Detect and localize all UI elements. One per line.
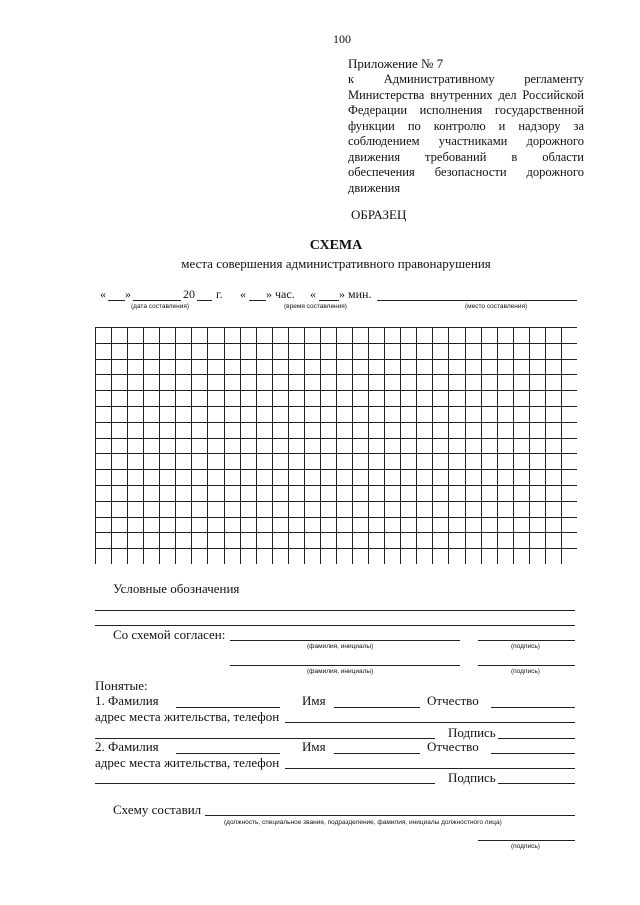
witness2-signature-label: Подпись: [448, 770, 496, 785]
agreement-name-field[interactable]: [230, 640, 460, 641]
appendix-line: Федерации исполнения государственной: [348, 103, 584, 117]
year-field[interactable]: [197, 300, 212, 301]
witness1-patronymic-label: Отчество: [427, 693, 479, 708]
hour-open-quote: «: [240, 287, 246, 301]
witness1-signature-field[interactable]: [498, 738, 575, 739]
witness2-address-field-2[interactable]: [95, 783, 435, 784]
caption-name: (фамилия, инициалы): [307, 643, 374, 650]
month-field[interactable]: [133, 300, 181, 301]
date-close-quote: »: [125, 287, 131, 301]
witness1-surname-label: 1. Фамилия: [95, 693, 159, 708]
place-field[interactable]: [377, 300, 577, 301]
minute-field[interactable]: [319, 300, 339, 301]
witness1-surname-field[interactable]: [176, 707, 280, 708]
legend-label: Условные обозначения: [113, 581, 240, 596]
appendix-line: соблюдением участниками дорожного: [348, 134, 584, 148]
legend-line[interactable]: [95, 625, 575, 626]
appendix-line: обеспечения безопасности дорожного: [348, 165, 584, 179]
legend-line[interactable]: [95, 610, 575, 611]
date-open-quote: «: [100, 287, 106, 301]
caption-composer-signature: (подпись): [511, 843, 540, 850]
year-suffix: г.: [216, 287, 223, 301]
scheme-subheading: места совершения административного правонарушения: [181, 256, 491, 271]
sample-label: ОБРАЗЕЦ: [351, 207, 407, 222]
minute-close-quote: » мин.: [339, 287, 372, 301]
agreement-label: Со схемой согласен:: [113, 627, 226, 642]
caption-signature: (подпись): [511, 643, 540, 650]
witness2-patronymic-field[interactable]: [491, 753, 575, 754]
caption-composer-position: (должность, специальное звание, подразделение, фамилия, инициалы должностного лица): [224, 819, 502, 826]
witness1-signature-label: Подпись: [448, 725, 496, 740]
caption-time: (время составления): [284, 303, 347, 310]
page-number: 100: [333, 32, 351, 46]
witness1-name-field[interactable]: [334, 707, 420, 708]
scheme-grid[interactable]: [95, 327, 577, 564]
appendix-line: функции по контролю и надзору за: [348, 118, 584, 133]
composer-label: Схему составил: [113, 802, 202, 817]
witness2-address-label: адрес места жительства, телефон: [95, 755, 280, 770]
day-field[interactable]: [108, 300, 125, 301]
appendix-title: Приложение № 7: [348, 56, 444, 71]
composer-position-field[interactable]: [205, 815, 575, 816]
agreement-signature-field-2[interactable]: [478, 665, 575, 666]
caption-date: (дата составления): [131, 303, 190, 310]
witness2-name-label: Имя: [302, 739, 326, 754]
scheme-heading: СХЕМА: [309, 238, 363, 253]
witness2-name-field[interactable]: [334, 753, 420, 754]
hour-close-quote: » час.: [266, 287, 295, 301]
appendix-line: движения требований в области: [348, 149, 584, 164]
minute-open-quote: «: [310, 287, 316, 301]
witness2-surname-label: 2. Фамилия: [95, 739, 159, 754]
witness1-name-label: Имя: [302, 693, 326, 708]
year-prefix: 20: [183, 287, 195, 301]
caption-name: (фамилия, инициалы): [307, 668, 374, 675]
witnesses-title: Понятые:: [95, 678, 148, 693]
witness2-patronymic-label: Отчество: [427, 739, 479, 754]
witness1-patronymic-field[interactable]: [491, 707, 575, 708]
agreement-name-field-2[interactable]: [230, 665, 460, 666]
witness2-surname-field[interactable]: [176, 753, 280, 754]
caption-signature: (подпись): [511, 668, 540, 675]
composer-signature-field[interactable]: [478, 840, 575, 841]
appendix-line: движения: [348, 180, 401, 195]
witness2-signature-field[interactable]: [498, 783, 575, 784]
appendix-line: Министерства внутренних дел Российской: [348, 87, 584, 102]
hour-field[interactable]: [249, 300, 266, 301]
witness1-address-label: адрес места жительства, телефон: [95, 709, 280, 724]
witness2-address-field[interactable]: [285, 768, 575, 769]
witness1-address-field[interactable]: [285, 722, 575, 723]
agreement-signature-field[interactable]: [478, 640, 575, 641]
caption-place: (место составления): [465, 303, 528, 310]
appendix-line: к Административному регламенту: [348, 72, 584, 86]
